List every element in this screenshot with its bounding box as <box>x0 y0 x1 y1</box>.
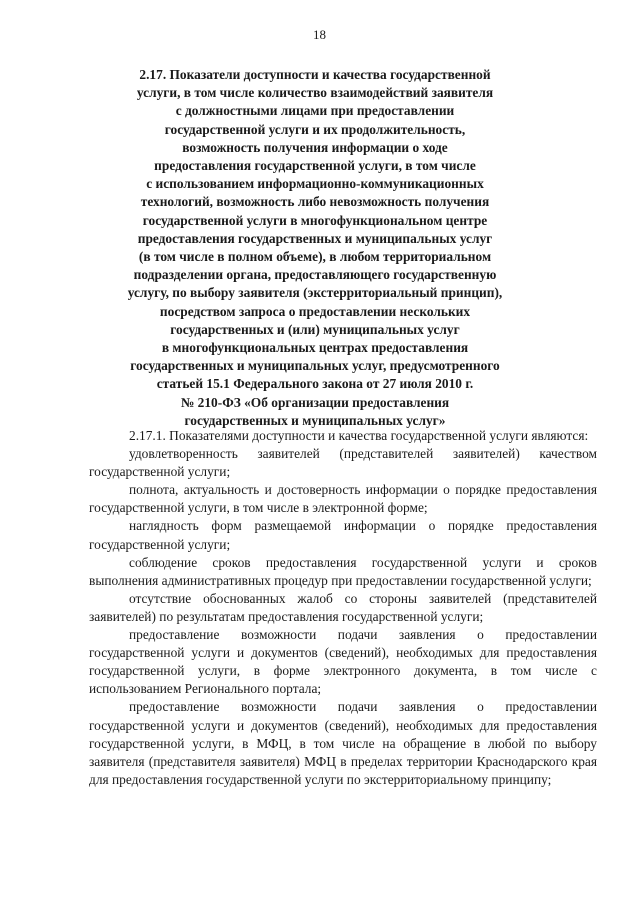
section-heading <box>80 66 550 430</box>
paragraph-no-complaints: отсутствие обоснованных жалоб со стороны заявителей (представителей заявителей) по результатам предоставления государственной услуги; <box>89 590 597 624</box>
heading-line: предоставления государственной услуги, в том числе <box>154 158 476 174</box>
heading-line: государственных и (или) муниципальных услуг <box>170 321 460 337</box>
heading-line: государственной услуги и их продолжительность, <box>164 121 466 137</box>
heading-line: услугу, по выбору заявителя (экстерриториальный принцип), <box>127 285 503 301</box>
paragraph-electronic-submission: предоставление возможности подачи заявления о предоставлении государственной услуги и документов (сведений), необходимых для предоставления государственной услуги, в форме электронного документа, в том числе с использованием Регионального портала; <box>89 627 597 697</box>
paragraph-deadlines-compliance: соблюдение сроков предоставления государственной услуги и сроков выполнения административных процедур при предоставлении государственной услуги; <box>89 554 597 588</box>
page-number: 18 <box>313 27 326 42</box>
heading-line: 2.17. Показатели доступности и качества государственной <box>139 67 491 82</box>
heading-line: технологий, возможность либо невозможность получения <box>140 194 490 210</box>
heading-line: № 210-ФЗ «Об организации предоставления <box>180 394 450 410</box>
heading-line: предоставления государственных и муниципальных услуг <box>137 230 493 246</box>
heading-line: государственной услуги в многофункциональном центре <box>142 212 488 228</box>
heading-line: (в том числе в полном объеме), в любом территориальном <box>138 249 492 265</box>
heading-line: посредством запроса о предоставлении нескольких <box>159 303 471 319</box>
paragraph-mfc-submission: предоставление возможности подачи заявления о предоставлении государственной услуги и документов (сведений), необходимых для предоставления государственной услуги, в МФЦ, в том числе на обращение в любой по выбору заявителя (представителя заявителя) МФЦ в пределах территории Краснодарского края для предоставления государственной услуги по экстерриториальному принципу; <box>89 699 597 787</box>
heading-line: статьей 15.1 Федерального закона от 27 июля 2010 г. <box>156 376 474 392</box>
heading-line: государственных и муниципальных услуг» <box>184 412 446 428</box>
heading-line: подразделении органа, предоставляющего государственную <box>133 267 497 283</box>
heading-line: возможность получения информации о ходе <box>182 139 448 155</box>
heading-line: услуги, в том числе количество взаимодействий заявителя <box>136 85 494 101</box>
heading-line: государственных и муниципальных услуг, предусмотренного <box>130 358 500 374</box>
paragraph-information-visibility: наглядность форм размещаемой информации о порядке предоставления государственной услуги; <box>89 518 597 552</box>
paragraph-satisfaction: удовлетворенность заявителей (представителей заявителей) качеством государственной услуги; <box>89 446 597 480</box>
heading-line: в многофункциональных центрах предоставления <box>161 340 469 356</box>
heading-line: с должностными лицами при предоставлении <box>175 103 455 119</box>
paragraph-indicators-intro: 2.17.1. Показателями доступности и качества государственной услуги являются: <box>129 428 589 443</box>
paragraph-information-completeness: полнота, актуальность и достоверность информации о порядке предоставления государственной услуги, в том числе в электронной форме; <box>89 482 597 516</box>
heading-line: с использованием информационно-коммуникационных <box>146 176 484 192</box>
body-text <box>89 427 597 789</box>
